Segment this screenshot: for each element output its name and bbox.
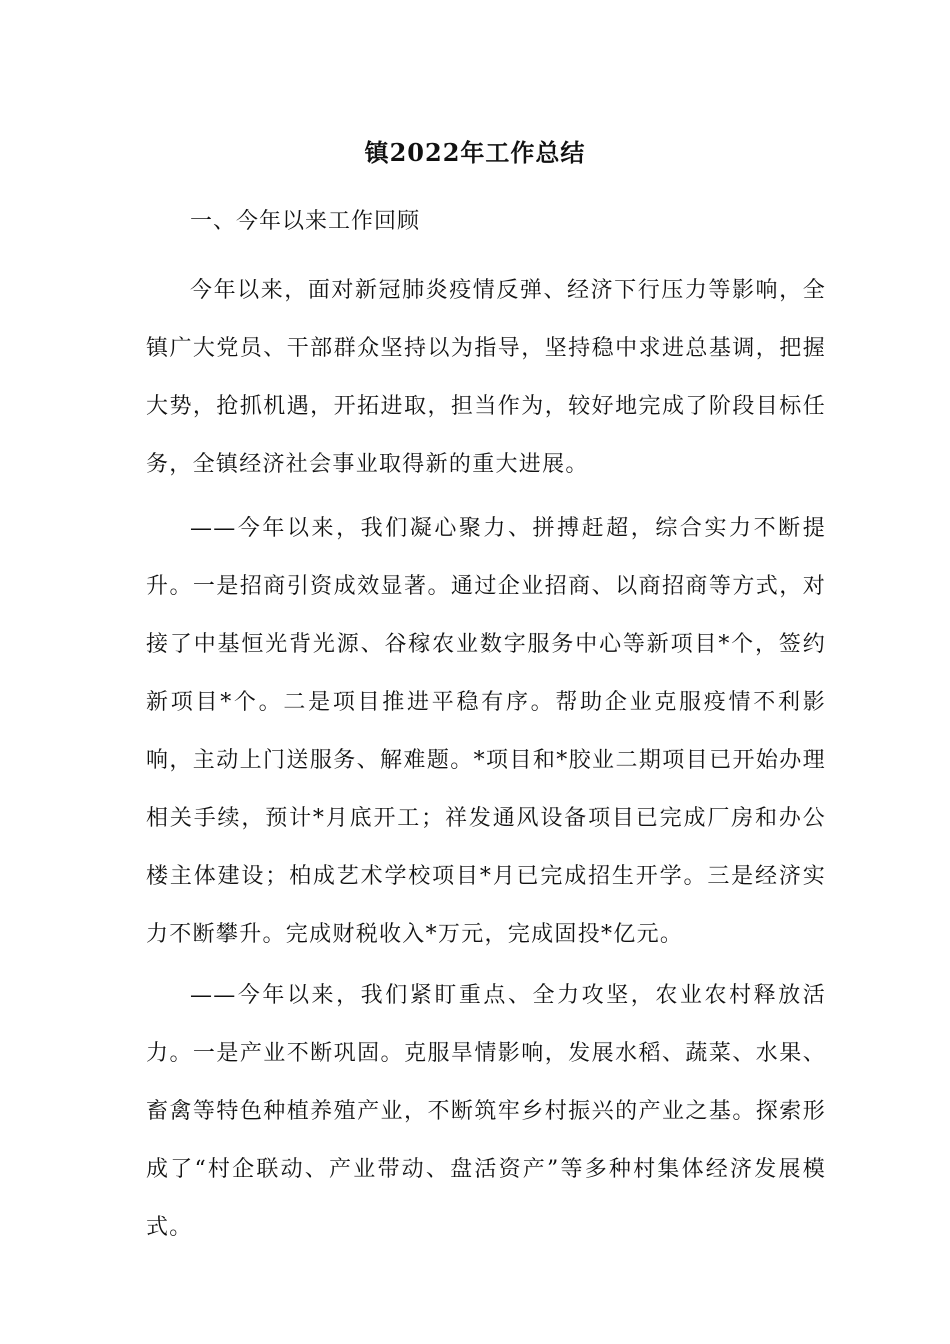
paragraph-agriculture: ——今年以来，我们紧盯重点、全力攻坚，农业农村释放活力。一是产业不断巩固。克服旱情影响，发展水稻、蔬菜、水果、畜禽等特色种植养殖产业，不断筑牢乡村振兴的产业之基。探索形成了“村企联动、产业带动、盘活资产”等多种村集体经济发展模式。 bbox=[146, 983, 826, 1240]
paragraph-economy: ——今年以来，我们凝心聚力、拼搏赶超，综合实力不断提升。一是招商引资成效显著。通过企业招商、以商招商等方式，对接了中基恒光背光源、谷稼农业数字服务中心等新项目*个，签约新项目*个。二是项目推进平稳有序。帮助企业克服疫情不利影响，主动上门送服务、解难题。*项目和*胶业二期项目已开始办理相关手续，预计*月底开工；祥发通风设备项目已完成厂房和办公楼主体建设；柏成艺术学校项目*月已完成招生开学。三是经济实力不断攀升。完成财税收入*万元，完成固投*亿元。 bbox=[146, 516, 826, 947]
document-title: 镇2022年工作总结 bbox=[364, 138, 586, 167]
section-heading: 一、今年以来工作回顾 bbox=[190, 209, 421, 234]
paragraph-intro: 今年以来，面对新冠肺炎疫情反弹、经济下行压力等影响，全镇广大党员、干部群众坚持以为指导，坚持稳中求进总基调，把握大势，抢抓机遇，开拓进取，担当作为，较好地完成了阶段目标任务，全镇经济社会事业取得新的重大进展。 bbox=[146, 278, 826, 477]
